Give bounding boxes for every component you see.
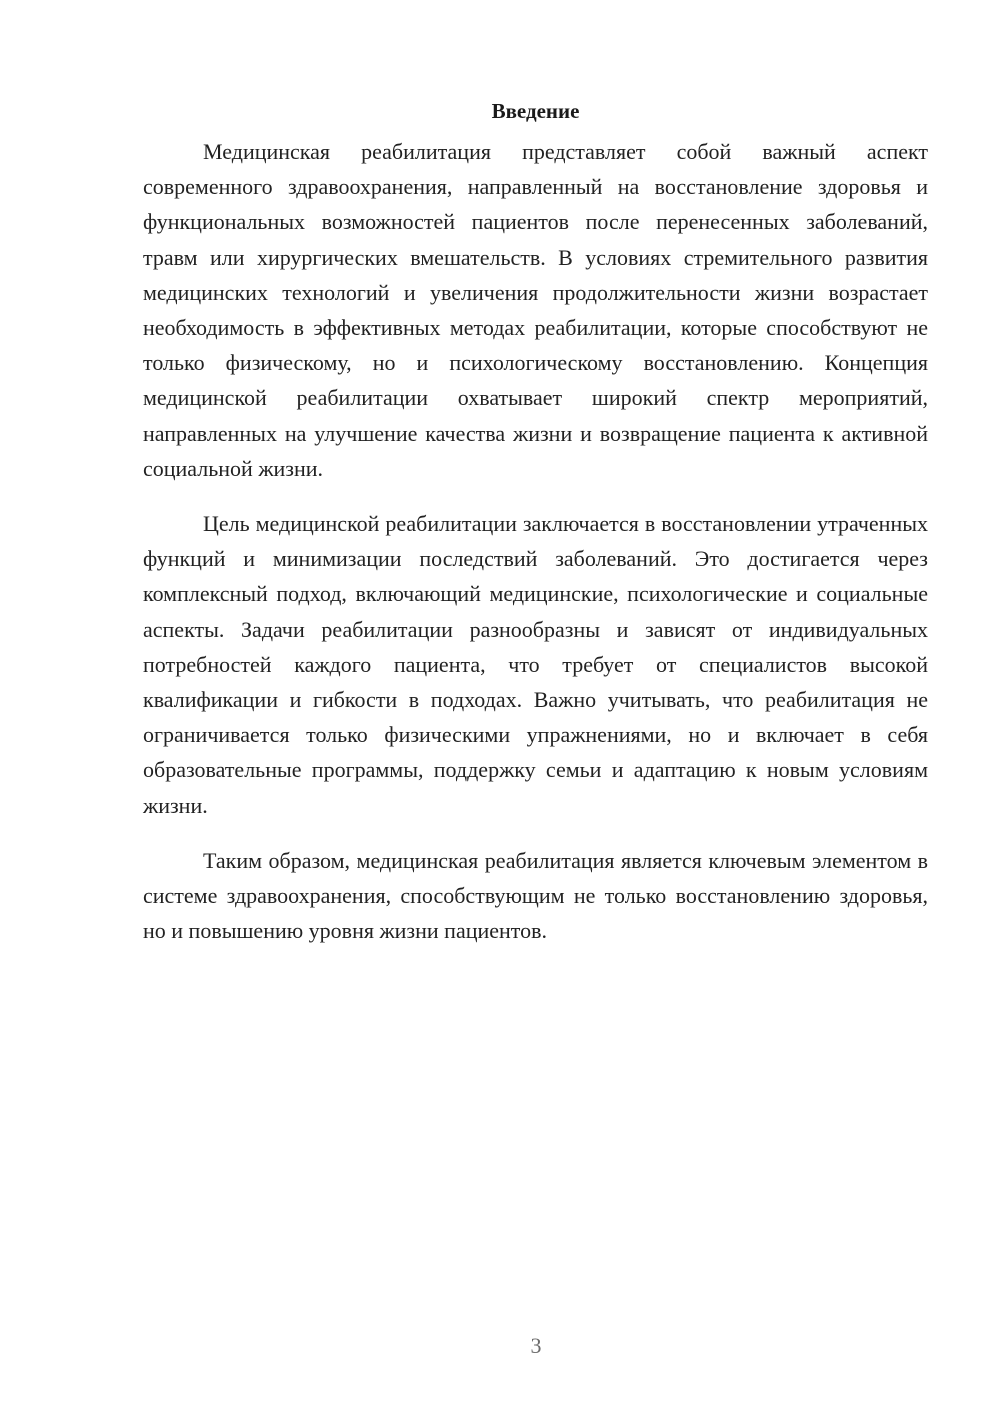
page-number: 3 — [530, 1333, 542, 1358]
paragraph-intro: Медицинская реабилитация представляет собой важный аспект современного здравоохранения, направленный на восстановление здоровья и функциональных возможностей пациентов после перенесенных заболеваний, травм или хирургических вмешательств. В условиях стремительного развития медицинских технологий и увеличения продолжительности жизни возрастает необходимость в эффективных методах реабилитации, которые способствуют не только физическому, но и психологическому восстановлению. Концепция медицинской реабилитации охватывает широкий спектр мероприятий, направленных на улучшение качества жизни и возвращение пациента к активной социальной жизни. — [143, 139, 928, 481]
paragraph-conclusion: Таким образом, медицинская реабилитация является ключевым элементом в системе здравоохранения, способствующим не только восстановлению здоровья, но и повышению уровня жизни пациентов. — [143, 847, 928, 944]
section-title: Введение — [491, 99, 580, 123]
paragraph-goals: Цель медицинской реабилитации заключается в восстановлении утраченных функций и минимизации последствий заболеваний. Это достигается через комплексный подход, включающий медицинские, психологические и социальные аспекты. Задачи реабилитации разнообразны и зависят от индивидуальных потребностей каждого пациента, что требует от специалистов высокой квалификации и гибкости в подходах. Важно учитывать, что реабилитация не ограничивается только физическими упражнениями, но и включает в себя образовательные программы, поддержку семьи и адаптацию к новым условиям жизни. — [143, 511, 928, 818]
page-content — [143, 96, 928, 968]
